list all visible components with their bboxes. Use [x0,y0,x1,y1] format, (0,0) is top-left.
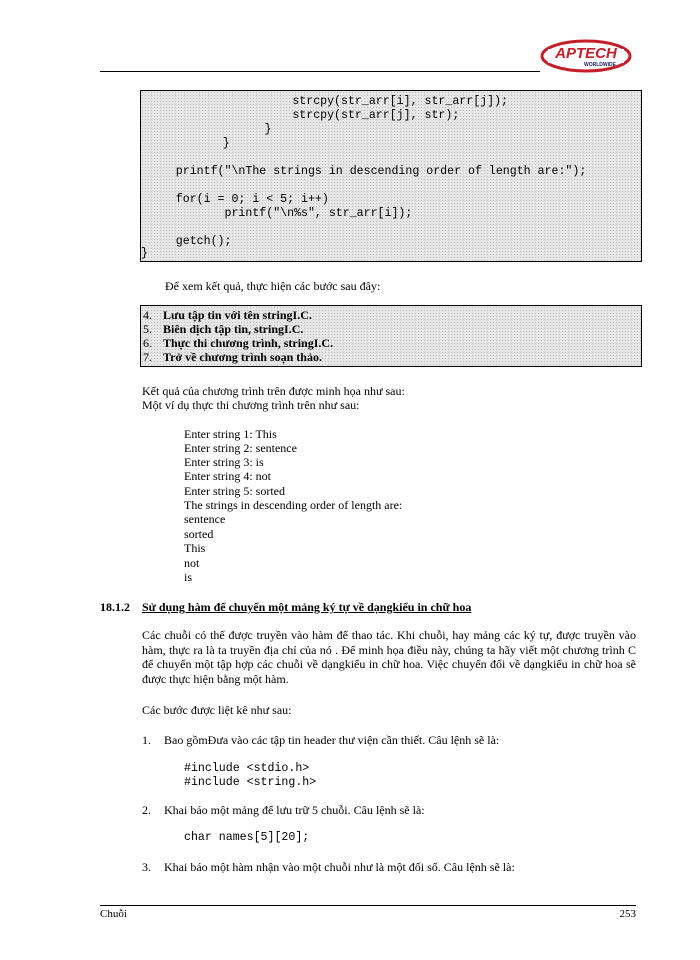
output-line: Enter string 3: is [184,455,264,469]
logo-subtext: WORLDWIDE [584,62,616,68]
code-line: printf("\nThe strings in descending order of length are:"); [141,165,587,178]
output-line: not [184,556,200,570]
list-number: 2. [142,803,151,817]
intro-text: Để xem kết quả, thực hiện các bước sau đây: [165,279,381,293]
output-line: sorted [184,527,214,541]
footer-rule [100,905,636,906]
page-number: 253 [619,908,636,920]
steps-box [140,305,642,367]
output-line: This [184,541,206,555]
code-line: strcpy(str_arr[i], str_arr[j]); [181,95,508,108]
steps-intro: Các bước được liệt kê như sau: [142,703,292,717]
step-number: 7. [143,350,152,364]
list-text: Khai báo một mảng để lưu trữ 5 chuỗi. Câu lệnh sẽ là: [164,803,425,817]
section-number: 18.1.2 [100,600,130,614]
result-line: Kết quả của chương trình trên được minh họa như sau: [142,384,405,398]
output-line: The strings in descending order of length are: [184,498,403,512]
output-line: Enter string 5: sorted [184,484,285,498]
code-line: printf("\n%s", str_arr[i]); [141,207,413,220]
footer-chapter: Chuỗi [100,908,127,920]
result-line: Một ví dụ thực thi chương trình trên như sau: [142,398,360,412]
code-line: } [141,247,148,260]
code-line: for(i = 0; i < 5; i++) [141,193,329,206]
step-text: Lưu tập tin với tên stringI.C. [163,308,312,322]
output-line: is [184,570,193,584]
step-number: 6. [143,336,152,350]
code-line: char names[5][20]; [184,831,310,844]
step-text: Trở về chương trình soạn thảo. [163,350,322,364]
code-line: #include <string.h> [184,776,317,789]
step-number: 4. [143,308,152,322]
output-line: Enter string 1: This [184,427,277,441]
list-number: 3. [142,860,151,874]
list-number: 1. [142,733,151,747]
body-paragraph: Các chuỗi có thể được truyền vào hàm để thao tác. Khi chuỗi, hay mảng các ký tự, được truyền vào hàm, thực ra là ta truyền địa chỉ của nó . Để minh họa điều này, chúng ta hãy viết một chương trình C để chuyển một tập hợp các chuỗi về dạngkiểu in chữ hoa. Việc chuyển đổi về dạngkiểu in chữ hoa sẽ được thực hiện bằng một hàm. [142,628,636,686]
output-line: Enter string 2: sentence [184,441,297,455]
code-line: } [181,123,272,136]
code-block [140,90,642,262]
list-text: Bao gồmĐưa vào các tập tin header thư viện cần thiết. Câu lệnh sẽ là: [164,733,500,747]
aptech-logo [540,38,632,74]
section-title: Sử dụng hàm để chuyển một mảng ký tự về dạngkiểu in chữ hoa [142,600,472,614]
list-text: Khai báo một hàm nhận vào một chuỗi như là một đối số. Câu lệnh sẽ là: [164,860,515,874]
step-text: Biên dịch tập tin, stringI.C. [163,322,304,336]
code-line: } [181,137,230,150]
output-line: sentence [184,512,226,526]
code-line: getch(); [141,235,232,248]
logo-text: APTECH [555,45,617,62]
step-text: Thực thi chương trình, stringI.C. [163,336,334,350]
step-number: 5. [143,322,152,336]
header-rule [100,71,540,72]
output-line: Enter string 4: not [184,469,271,483]
code-line: #include <stdio.h> [184,762,310,775]
code-line: strcpy(str_arr[j], str); [181,109,460,122]
